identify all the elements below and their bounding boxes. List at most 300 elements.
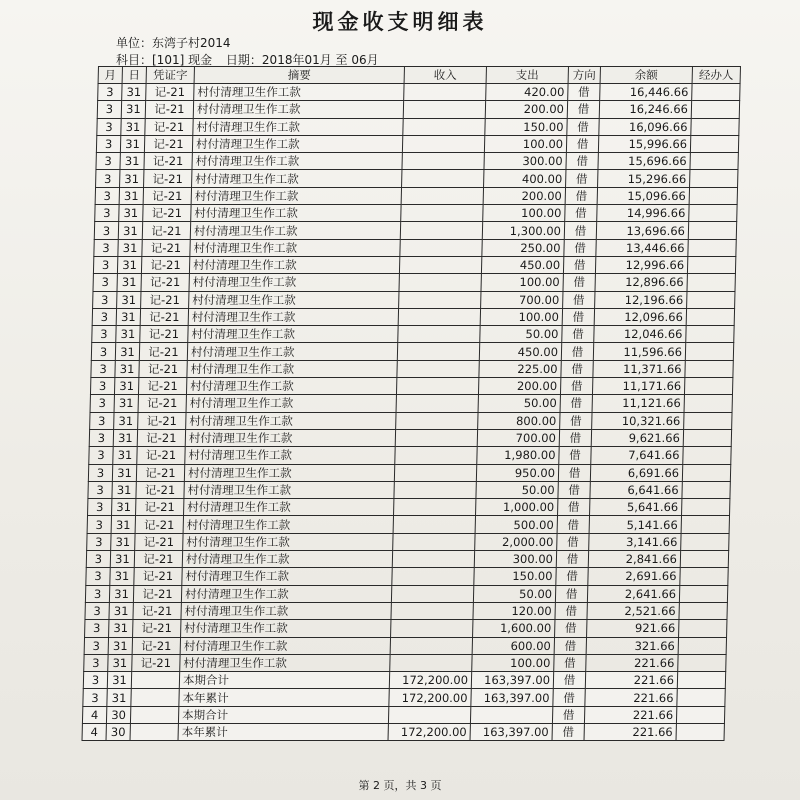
day-cell: 31 (110, 551, 134, 568)
day-cell: 31 (111, 533, 135, 550)
month-cell: 3 (86, 551, 110, 568)
month-cell: 3 (92, 308, 116, 325)
day-cell: 31 (114, 395, 138, 412)
handler-cell (679, 585, 727, 602)
table-row (87, 533, 729, 550)
balance-cell: 5,641.66 (590, 499, 682, 516)
handler-cell (691, 101, 739, 118)
balance-cell: 2,641.66 (587, 585, 679, 602)
handler-cell (687, 274, 735, 291)
summary-cell: 村付清理卫生作工款 (184, 464, 394, 481)
summary-cell: 村付清理卫生作工款 (184, 499, 394, 516)
month-cell: 3 (83, 689, 107, 706)
day-cell: 31 (117, 256, 141, 273)
handler-cell (677, 689, 725, 706)
voucher-cell: 记-21 (144, 170, 192, 187)
day-cell: 31 (116, 308, 140, 325)
voucher-cell: 记-21 (142, 222, 190, 239)
income-cell (394, 499, 476, 516)
summary-cell: 本年累计 (178, 723, 388, 740)
summary-cell: 村付清理卫生作工款 (183, 533, 393, 550)
income-cell (397, 343, 479, 360)
table-row (97, 101, 739, 118)
day-cell: 31 (112, 481, 136, 498)
header-day: 日 (122, 67, 146, 84)
summary-cell: 村付清理卫生作工款 (186, 395, 396, 412)
expense-cell: 200.00 (478, 378, 560, 395)
direction-cell: 借 (555, 602, 587, 619)
voucher-cell: 记-21 (132, 637, 180, 654)
month-cell: 3 (95, 205, 119, 222)
handler-cell (690, 135, 738, 152)
handler-cell (678, 654, 726, 671)
expense-cell: 600.00 (472, 637, 554, 654)
balance-cell: 9,621.66 (591, 429, 683, 446)
balance-cell: 221.66 (586, 654, 678, 671)
summary-cell: 村付清理卫生作工款 (181, 585, 391, 602)
voucher-cell: 记-21 (132, 654, 180, 671)
table-row (95, 205, 737, 222)
day-cell: 31 (118, 222, 142, 239)
direction-cell: 借 (556, 551, 588, 568)
direction-cell: 借 (568, 84, 600, 101)
balance-cell: 14,996.66 (597, 205, 689, 222)
direction-cell: 借 (553, 672, 585, 689)
expense-cell: 100.00 (480, 308, 562, 325)
expense-cell (470, 706, 552, 723)
expense-cell: 225.00 (479, 360, 561, 377)
expense-cell: 950.00 (476, 464, 558, 481)
voucher-cell: 记-21 (141, 256, 189, 273)
handler-cell (683, 429, 731, 446)
summary-cell: 本期合计 (179, 672, 389, 689)
direction-cell: 借 (557, 533, 589, 550)
table-row (92, 308, 734, 325)
expense-cell: 163,397.00 (470, 723, 552, 740)
balance-cell: 16,446.66 (600, 84, 692, 101)
day-cell: 31 (121, 101, 145, 118)
direction-cell: 借 (565, 187, 597, 204)
day-cell: 31 (118, 239, 142, 256)
income-cell (391, 602, 473, 619)
expense-cell: 250.00 (482, 239, 564, 256)
handler-cell (678, 637, 726, 654)
direction-cell: 借 (564, 239, 596, 256)
summary-cell: 村付清理卫生作工款 (183, 516, 393, 533)
handler-cell (679, 620, 727, 637)
table-row (96, 135, 738, 152)
month-cell: 3 (97, 101, 121, 118)
day-cell: 31 (107, 672, 131, 689)
income-cell (402, 135, 484, 152)
expense-cell: 163,397.00 (471, 672, 553, 689)
summary-cell: 村付清理卫生作工款 (189, 291, 399, 308)
day-cell: 31 (109, 620, 133, 637)
month-cell: 3 (93, 291, 117, 308)
handler-cell (684, 395, 732, 412)
table-row (84, 654, 726, 671)
voucher-cell: 记-21 (143, 205, 191, 222)
direction-cell: 借 (556, 568, 588, 585)
table-row (95, 187, 737, 204)
handler-cell (691, 118, 739, 135)
table-row (82, 706, 724, 723)
expense-cell: 50.00 (476, 481, 558, 498)
balance-cell: 2,521.66 (587, 602, 679, 619)
balance-cell: 12,046.66 (594, 326, 686, 343)
summary-cell: 村付清理卫生作工款 (194, 84, 404, 101)
summary-cell: 村付清理卫生作工款 (187, 343, 397, 360)
income-cell (395, 447, 477, 464)
handler-cell (689, 205, 737, 222)
voucher-cell: 记-21 (136, 464, 184, 481)
income-cell (392, 568, 474, 585)
direction-cell: 借 (558, 481, 590, 498)
day-cell: 31 (112, 464, 136, 481)
ledger-body (82, 84, 740, 741)
balance-cell: 2,841.66 (588, 551, 680, 568)
month-cell: 3 (89, 447, 113, 464)
handler-cell (676, 706, 724, 723)
direction-cell: 借 (567, 101, 599, 118)
table-row (88, 499, 730, 516)
month-cell: 3 (88, 499, 112, 516)
month-cell: 3 (87, 533, 111, 550)
day-cell: 31 (119, 205, 143, 222)
balance-cell: 11,596.66 (593, 343, 685, 360)
month-cell: 3 (84, 654, 108, 671)
voucher-cell: 记-21 (142, 239, 190, 256)
income-cell (393, 533, 475, 550)
expense-cell: 150.00 (485, 118, 567, 135)
header-income: 收入 (404, 67, 486, 84)
header-handler: 经办人 (692, 67, 740, 84)
income-cell (396, 378, 478, 395)
summary-cell: 村付清理卫生作工款 (182, 551, 392, 568)
table-row (94, 222, 736, 239)
month-cell: 3 (95, 187, 119, 204)
month-cell: 3 (94, 239, 118, 256)
balance-cell: 15,296.66 (598, 170, 690, 187)
income-cell (396, 412, 478, 429)
income-cell (395, 429, 477, 446)
header-balance: 余额 (600, 67, 692, 84)
balance-cell: 15,996.66 (598, 135, 690, 152)
income-cell (394, 481, 476, 498)
handler-cell (686, 326, 734, 343)
table-row (90, 395, 732, 412)
voucher-cell: 记-21 (139, 343, 187, 360)
voucher-cell: 记-21 (137, 447, 185, 464)
summary-cell: 村付清理卫生作工款 (193, 118, 403, 135)
subject-label: 科目：[101] 现金 (116, 53, 213, 67)
table-row (83, 672, 725, 689)
voucher-cell: 记-21 (140, 326, 188, 343)
day-cell: 31 (111, 516, 135, 533)
expense-cell: 1,000.00 (476, 499, 558, 516)
direction-cell: 借 (561, 343, 593, 360)
balance-cell: 6,691.66 (590, 464, 682, 481)
direction-cell: 借 (552, 723, 584, 740)
handler-cell (688, 239, 736, 256)
expense-cell: 100.00 (484, 135, 566, 152)
day-cell: 31 (109, 585, 133, 602)
month-cell: 3 (90, 378, 114, 395)
month-cell: 3 (90, 395, 114, 412)
month-cell: 3 (91, 343, 115, 360)
table-row (91, 360, 733, 377)
direction-cell: 借 (552, 706, 584, 723)
summary-cell: 村付清理卫生作工款 (189, 256, 399, 273)
day-cell: 31 (113, 429, 137, 446)
balance-cell: 7,641.66 (591, 447, 683, 464)
table-row (85, 602, 727, 619)
expense-cell: 200.00 (485, 101, 567, 118)
summary-cell: 村付清理卫生作工款 (190, 239, 400, 256)
month-cell: 3 (96, 135, 120, 152)
table-row (96, 170, 738, 187)
summary-cell: 村付清理卫生作工款 (186, 378, 396, 395)
voucher-cell: 记-21 (145, 118, 193, 135)
expense-cell: 2,000.00 (475, 533, 557, 550)
income-cell (399, 274, 481, 291)
income-cell (390, 654, 472, 671)
month-cell: 3 (86, 568, 110, 585)
table-row (86, 568, 728, 585)
income-cell (398, 308, 480, 325)
direction-cell: 借 (560, 378, 592, 395)
summary-cell: 本期合计 (178, 706, 388, 723)
table-row (94, 239, 736, 256)
header-voucher: 凭证字 (146, 67, 194, 84)
expense-cell: 800.00 (478, 412, 560, 429)
direction-cell: 借 (562, 326, 594, 343)
day-cell: 31 (109, 602, 133, 619)
month-cell: 3 (85, 620, 109, 637)
month-cell: 3 (85, 602, 109, 619)
balance-cell: 15,696.66 (598, 153, 690, 170)
direction-cell: 借 (563, 256, 595, 273)
ledger-table (81, 66, 741, 741)
income-cell (403, 118, 485, 135)
page-title: 现金收支明细表 (312, 9, 488, 34)
balance-cell: 12,196.66 (595, 291, 687, 308)
summary-cell: 村付清理卫生作工款 (185, 429, 395, 446)
voucher-cell: 记-21 (144, 135, 192, 152)
income-cell: 172,200.00 (389, 672, 471, 689)
income-cell (396, 395, 478, 412)
direction-cell: 借 (566, 135, 598, 152)
income-cell (398, 326, 480, 343)
balance-cell: 12,896.66 (595, 274, 687, 291)
day-cell: 30 (106, 723, 130, 740)
handler-cell (679, 602, 727, 619)
handler-cell (680, 551, 728, 568)
balance-cell: 221.66 (585, 689, 677, 706)
handler-cell (690, 170, 738, 187)
balance-cell: 11,171.66 (592, 378, 684, 395)
table-row (96, 153, 738, 170)
day-cell: 31 (121, 118, 145, 135)
balance-cell: 11,121.66 (592, 395, 684, 412)
voucher-cell: 记-21 (137, 429, 185, 446)
table-row (85, 585, 727, 602)
table-row (98, 84, 740, 101)
balance-cell: 16,246.66 (599, 101, 691, 118)
expense-cell: 300.00 (474, 551, 556, 568)
voucher-cell: 记-21 (139, 360, 187, 377)
handler-cell (686, 308, 734, 325)
voucher-cell: 记-21 (135, 533, 183, 550)
expense-cell: 1,300.00 (482, 222, 564, 239)
summary-cell: 村付清理卫生作工款 (192, 135, 402, 152)
balance-cell: 5,141.66 (589, 516, 681, 533)
handler-cell (677, 672, 725, 689)
day-cell: 31 (116, 326, 140, 343)
month-cell: 3 (93, 256, 117, 273)
expense-cell: 200.00 (483, 187, 565, 204)
day-cell: 31 (107, 689, 131, 706)
voucher-cell: 记-21 (134, 568, 182, 585)
expense-cell: 100.00 (472, 654, 554, 671)
handler-cell (687, 291, 735, 308)
month-cell: 3 (97, 118, 121, 135)
table-row (91, 343, 733, 360)
table-row (89, 447, 731, 464)
summary-cell: 村付清理卫生作工款 (188, 308, 398, 325)
balance-cell: 221.66 (585, 672, 677, 689)
income-cell (403, 101, 485, 118)
voucher-cell: 记-21 (146, 84, 194, 101)
balance-cell: 921.66 (587, 620, 679, 637)
summary-cell: 村付清理卫生作工款 (191, 205, 401, 222)
summary-cell: 村付清理卫生作工款 (185, 447, 395, 464)
handler-cell (692, 84, 740, 101)
summary-cell: 村付清理卫生作工款 (184, 481, 394, 498)
direction-cell: 借 (558, 464, 590, 481)
voucher-cell: 记-21 (133, 585, 181, 602)
direction-cell: 借 (555, 620, 587, 637)
direction-cell: 借 (562, 308, 594, 325)
expense-cell: 700.00 (477, 429, 559, 446)
table-row (83, 689, 725, 706)
month-cell: 4 (82, 723, 106, 740)
day-cell: 31 (117, 274, 141, 291)
table-row (93, 274, 735, 291)
balance-cell: 15,096.66 (597, 187, 689, 204)
month-cell: 3 (85, 585, 109, 602)
month-cell: 3 (92, 326, 116, 343)
voucher-cell: 记-21 (141, 291, 189, 308)
balance-cell: 10,321.66 (592, 412, 684, 429)
summary-cell: 本年累计 (179, 689, 389, 706)
month-cell: 3 (94, 222, 118, 239)
day-cell: 31 (110, 568, 134, 585)
direction-cell: 借 (555, 585, 587, 602)
direction-cell: 借 (567, 118, 599, 135)
income-cell (394, 464, 476, 481)
month-cell: 3 (91, 360, 115, 377)
day-cell: 31 (120, 135, 144, 152)
income-cell (399, 256, 481, 273)
day-cell: 31 (120, 170, 144, 187)
summary-cell: 村付清理卫生作工款 (181, 620, 391, 637)
voucher-cell (130, 706, 178, 723)
income-cell (391, 620, 473, 637)
day-cell: 31 (108, 654, 132, 671)
income-cell: 172,200.00 (388, 723, 470, 740)
page-footer: 第 2 页，共 3 页 (358, 779, 442, 792)
handler-cell (685, 343, 733, 360)
income-cell (400, 239, 482, 256)
voucher-cell: 记-21 (138, 378, 186, 395)
direction-cell: 借 (554, 637, 586, 654)
direction-cell: 借 (565, 205, 597, 222)
day-cell: 31 (117, 291, 141, 308)
expense-cell: 120.00 (473, 602, 555, 619)
income-cell (397, 360, 479, 377)
direction-cell: 借 (563, 274, 595, 291)
balance-cell: 13,696.66 (596, 222, 688, 239)
handler-cell (684, 378, 732, 395)
income-cell (401, 205, 483, 222)
summary-cell: 村付清理卫生作工款 (186, 412, 396, 429)
month-cell: 3 (98, 84, 122, 101)
table-row (82, 723, 724, 740)
income-cell (392, 551, 474, 568)
handler-cell (689, 187, 737, 204)
income-cell (391, 585, 473, 602)
voucher-cell (131, 672, 179, 689)
expense-cell: 1,980.00 (477, 447, 559, 464)
direction-cell: 借 (560, 412, 592, 429)
table-row (90, 378, 732, 395)
handler-cell (684, 412, 732, 429)
voucher-cell: 记-21 (145, 101, 193, 118)
handler-cell (682, 464, 730, 481)
direction-cell: 借 (557, 516, 589, 533)
month-cell: 3 (84, 637, 108, 654)
table-row (90, 412, 732, 429)
voucher-cell: 记-21 (136, 499, 184, 516)
summary-cell: 村付清理卫生作工款 (188, 326, 398, 343)
expense-cell: 1,600.00 (473, 620, 555, 637)
day-cell: 31 (108, 637, 132, 654)
summary-cell: 村付清理卫生作工款 (189, 274, 399, 291)
summary-cell: 村付清理卫生作工款 (182, 568, 392, 585)
header-expense: 支出 (486, 67, 568, 84)
expense-cell: 450.00 (481, 256, 563, 273)
handler-cell (683, 447, 731, 464)
month-cell: 3 (88, 464, 112, 481)
direction-cell: 借 (554, 654, 586, 671)
table-row (97, 118, 739, 135)
balance-cell: 221.66 (584, 706, 676, 723)
table-row (92, 326, 734, 343)
summary-cell: 村付清理卫生作工款 (181, 602, 391, 619)
expense-cell: 300.00 (484, 153, 566, 170)
day-cell: 31 (122, 84, 146, 101)
month-cell: 3 (83, 672, 107, 689)
income-cell (404, 84, 486, 101)
balance-cell: 12,996.66 (595, 256, 687, 273)
summary-cell: 村付清理卫生作工款 (193, 101, 403, 118)
handler-cell (690, 153, 738, 170)
balance-cell: 11,371.66 (593, 360, 685, 377)
voucher-cell: 记-21 (144, 153, 192, 170)
balance-cell: 13,446.66 (596, 239, 688, 256)
month-cell: 4 (82, 706, 106, 723)
